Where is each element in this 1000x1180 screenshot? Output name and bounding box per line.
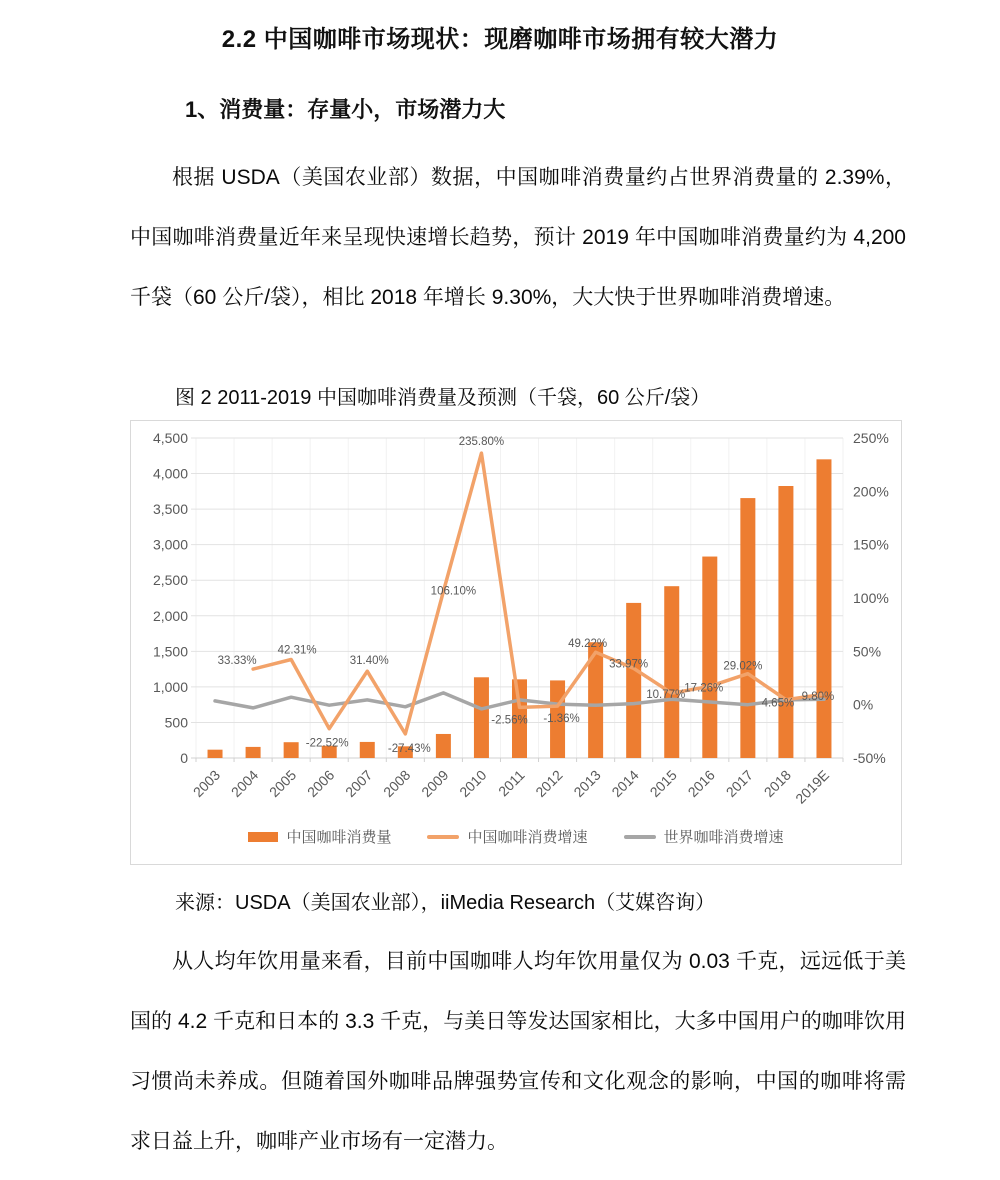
y-axis-left-tick-label: 2,500: [152, 572, 188, 589]
subsection-title: 1、消费量：存量小，市场潜力大: [185, 97, 506, 122]
x-axis-category-label: 2012: [532, 766, 566, 801]
growth-data-label: 9.80%: [801, 691, 835, 704]
y-axis-left-tick-label: 2,000: [152, 607, 188, 624]
y-axis-left-tick-label: 3,500: [152, 501, 188, 518]
section-title: 2.2 中国咖啡市场现状：现磨咖啡市场拥有较大潜力: [221, 26, 779, 53]
x-axis-category-label: 2016: [684, 766, 718, 801]
x-axis-category-label: 2007: [342, 766, 376, 801]
legend-item: [427, 826, 587, 847]
legend-label: 世界咖啡消费增速: [663, 829, 784, 846]
y-axis-right-tick-label: 200%: [853, 483, 889, 500]
y-axis-right-tick-label: 150%: [853, 536, 889, 553]
growth-data-label: -22.52%: [305, 737, 349, 750]
y-axis-left-tick-label: 500: [164, 714, 188, 731]
consumption-bar: [474, 677, 489, 758]
x-axis-category-label: 2014: [608, 766, 642, 801]
y-axis-right-tick-label: 0%: [853, 696, 874, 713]
growth-data-label: -2.56%: [491, 714, 528, 727]
source-line: 来源：USDA（美国农业部），iiMedia Research（艾媒咨询）: [175, 892, 716, 914]
y-axis-right-tick-label: 250%: [853, 430, 889, 446]
growth-data-label: -27.43%: [387, 742, 431, 755]
x-axis-category-label: 2010: [456, 766, 490, 801]
growth-data-label: 49.22%: [568, 638, 608, 651]
coffee-consumption-combo-chart: [131, 421, 901, 823]
y-axis-left-tick-label: 1,000: [152, 678, 188, 695]
chart-legend: [131, 826, 901, 847]
consumption-bar: [360, 742, 375, 758]
y-axis-left-tick-label: 3,000: [152, 536, 188, 553]
x-axis-category-label: 2005: [265, 766, 300, 801]
x-axis-category-label: 2015: [646, 766, 680, 801]
legend-item: [624, 826, 784, 847]
growth-data-label: 42.31%: [277, 644, 317, 657]
growth-data-label: 33.33%: [217, 655, 257, 668]
growth-data-label: 33.97%: [609, 658, 649, 671]
figure-caption: 图 2 2011-2019 中国咖啡消费量及预测（千袋，60 公斤/袋）: [175, 387, 711, 409]
paragraph-percapita: 从人均年饮用量来看，目前中国咖啡人均年饮用量仅为 0.03 千克，远远低于美国的 4.2 千克和日本的 3.3 千克，与美日等发达国家相比，大多中国用户的咖啡饮用习惯尚未养成。但随着国外咖啡品牌强势宣传和文化观念的影响，中国的咖啡将需求日益上升，咖啡产业市场有一定潜力。: [130, 950, 906, 1153]
x-axis-category-label: 2018: [760, 766, 795, 801]
legend-line-swatch: [624, 835, 656, 839]
legend-label: 中国咖啡消费量: [286, 829, 392, 846]
x-axis-category-label: 2004: [227, 766, 262, 801]
x-axis-category-label: 2008: [380, 766, 414, 801]
consumption-bar: [436, 734, 451, 758]
x-axis-category-label: 2011: [495, 766, 528, 800]
y-axis-left-tick-label: 0: [180, 750, 188, 766]
legend-item: [248, 826, 391, 847]
consumption-bar: [778, 486, 793, 758]
x-axis-category-label: 2006: [303, 766, 338, 801]
growth-data-label: 106.10%: [430, 585, 477, 598]
chart-figure: [130, 420, 902, 865]
growth-data-label: 29.02%: [723, 660, 763, 673]
consumption-bar: [284, 742, 299, 758]
growth-data-label: 10.77%: [646, 689, 686, 702]
x-axis-category-label: 2013: [570, 766, 604, 801]
y-axis-left-tick-label: 4,500: [152, 430, 188, 446]
growth-data-label: 31.40%: [349, 655, 389, 668]
consumption-bar: [208, 750, 223, 758]
y-axis-right-tick-label: -50%: [853, 750, 886, 766]
x-axis-category-label: 2009: [418, 766, 452, 801]
growth-data-label: 17.26%: [684, 682, 724, 695]
consumption-bar: [246, 747, 261, 758]
growth-data-label: 4.65%: [761, 697, 795, 710]
x-axis-category-label: 2003: [189, 766, 224, 801]
y-axis-right-tick-label: 50%: [853, 643, 882, 660]
x-axis-category-label: 2017: [722, 766, 756, 801]
paragraph-consumption: 根据 USDA（美国农业部）数据，中国咖啡消费量约占世界消费量的 2.39%，中国咖啡消费量近年来呈现快速增长趋势，预计 2019 年中国咖啡消费量约为 4,200 千袋（60 公斤/袋），相比 2018 年增长 9.30%，大大快于世界咖啡消费增速。: [130, 166, 906, 309]
consumption-bar: [702, 557, 717, 758]
growth-data-label: 235.80%: [458, 436, 505, 449]
legend-line-swatch: [427, 835, 459, 839]
consumption-bar: [664, 586, 679, 758]
legend-label: 中国咖啡消费增速: [467, 829, 588, 846]
consumption-bar: [740, 498, 755, 758]
consumption-bar: [626, 603, 641, 758]
y-axis-left-tick-label: 1,500: [152, 643, 188, 660]
consumption-bar: [816, 459, 831, 758]
growth-data-label: -1.36%: [543, 713, 580, 726]
legend-bar-swatch: [248, 832, 278, 842]
y-axis-left-tick-label: 4,000: [152, 465, 188, 482]
y-axis-right-tick-label: 100%: [853, 590, 889, 606]
x-axis-category-label: 2019E: [792, 766, 833, 807]
